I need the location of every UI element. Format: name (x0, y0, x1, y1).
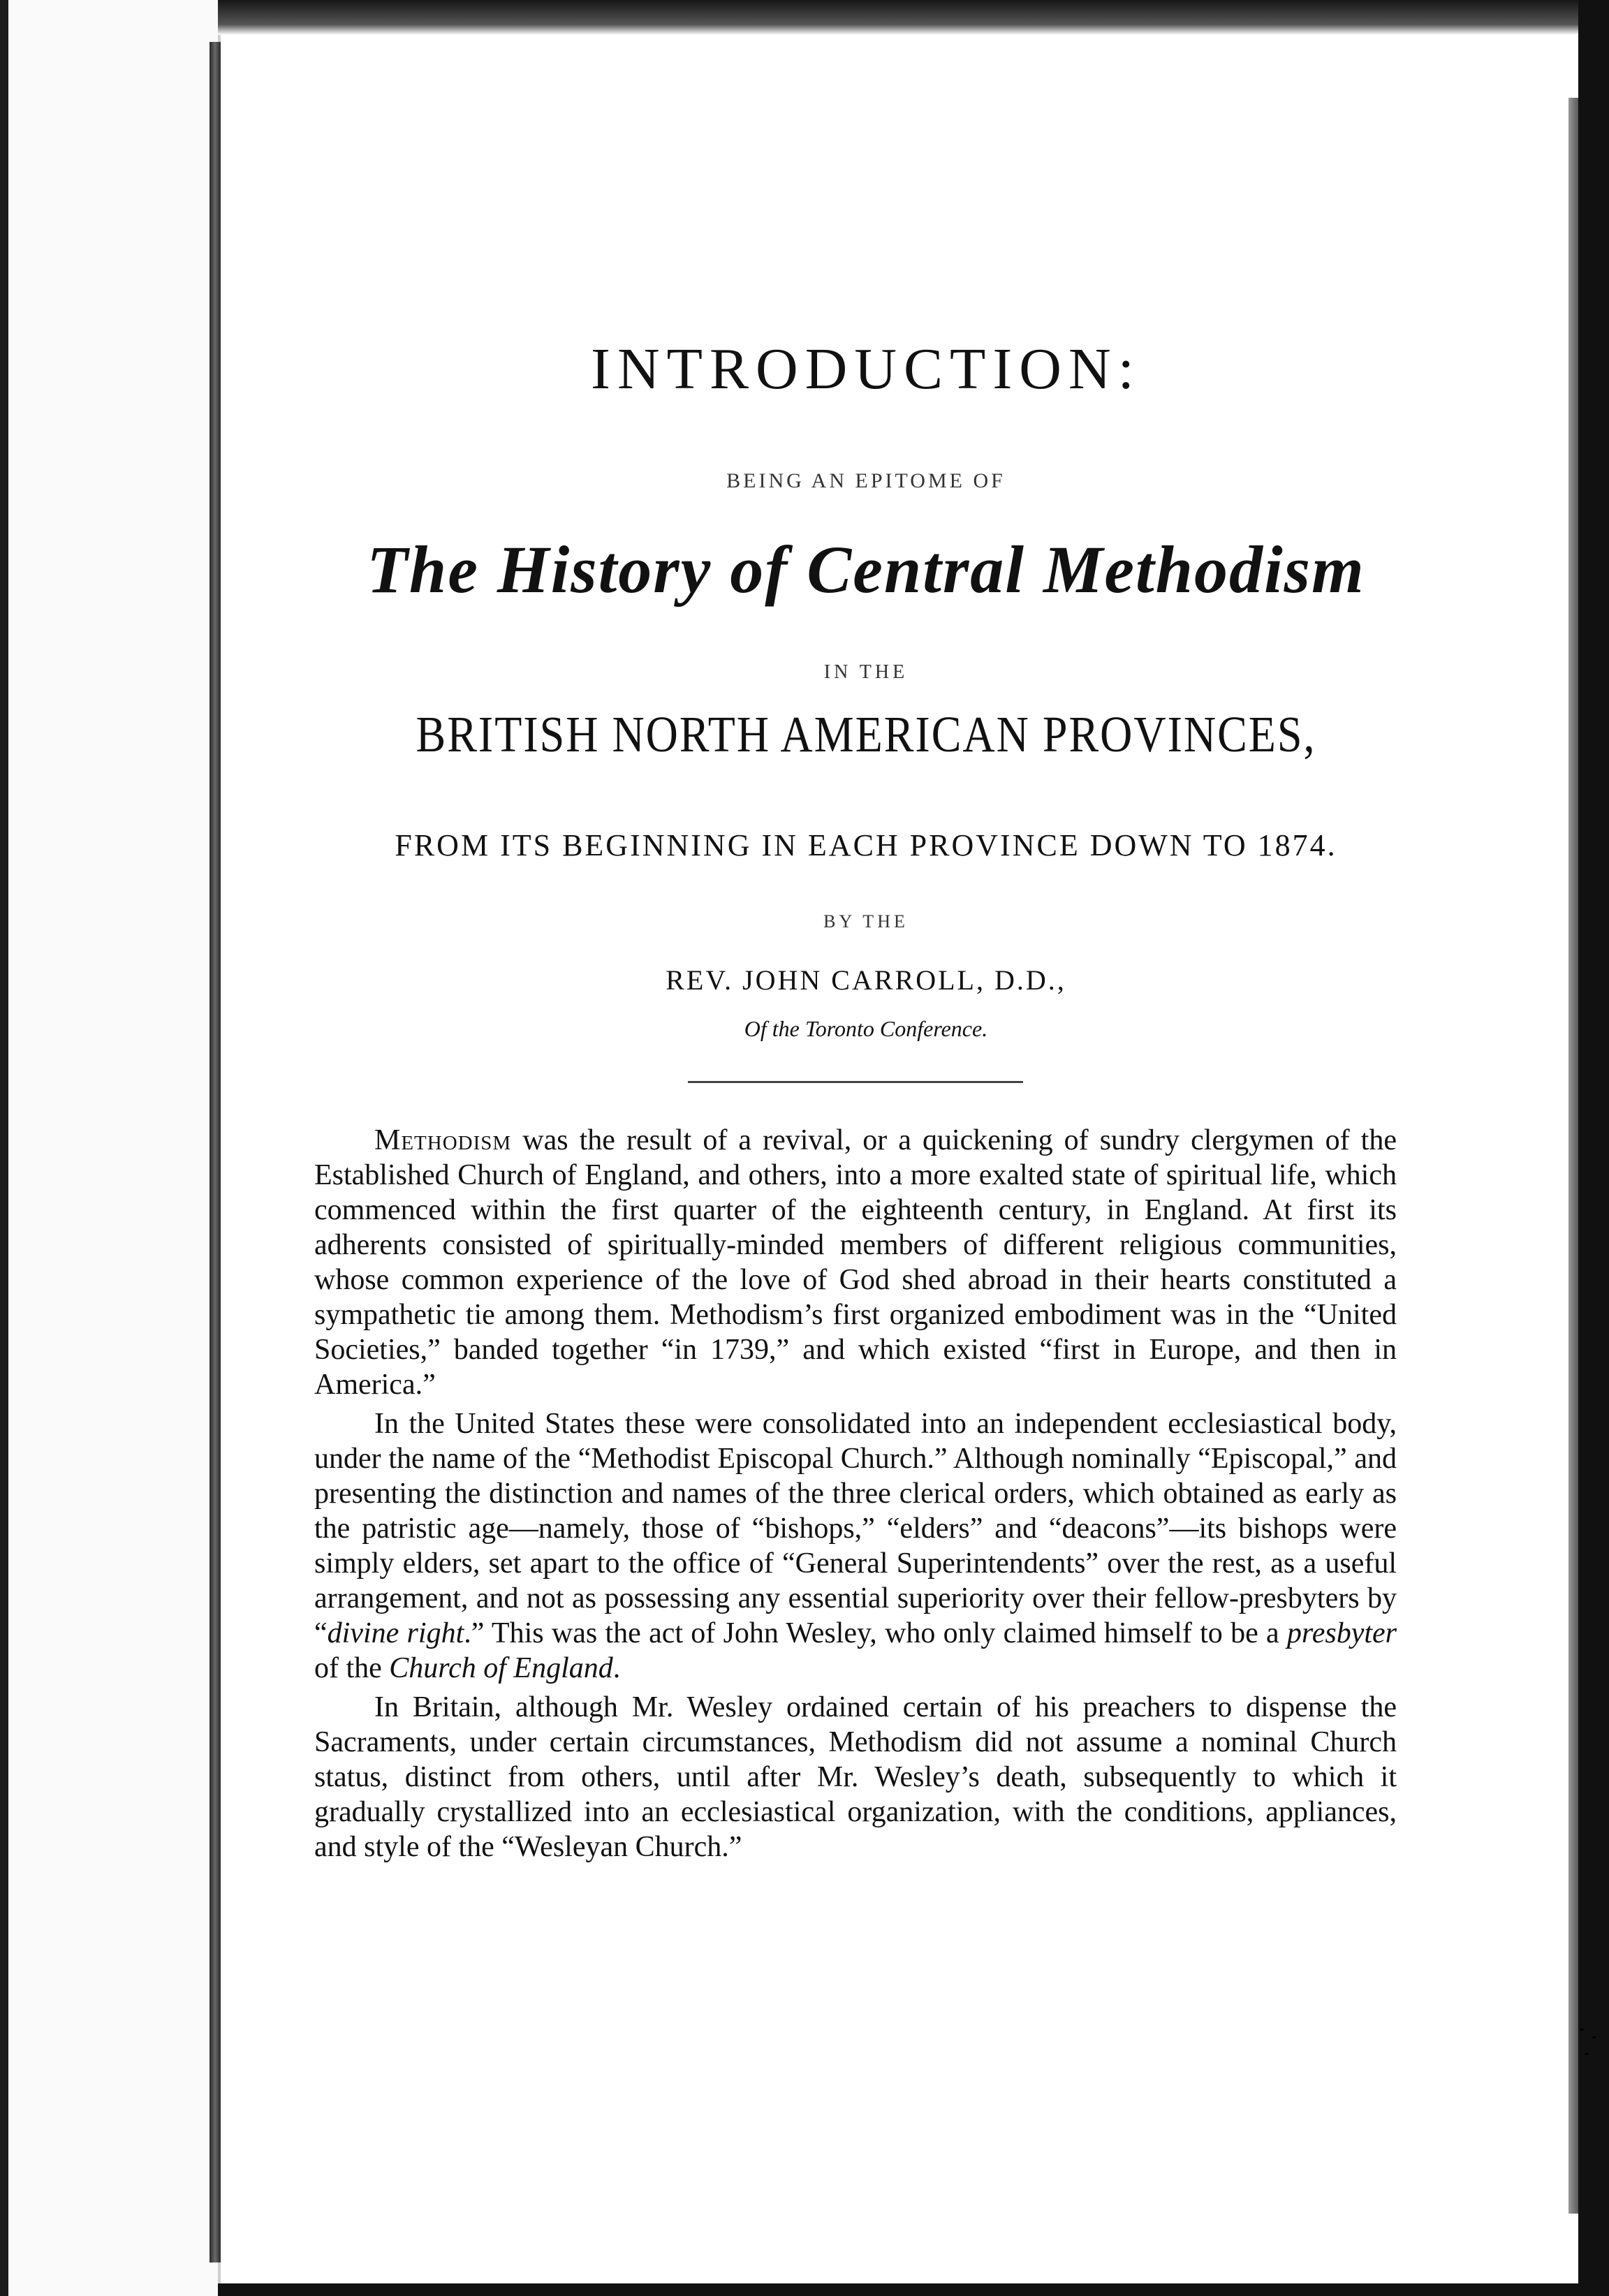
paragraph-2-text-a: In the United States these were consolidated into an independent ecclesiastical body, under the name of the “Methodist Episcopal Church.” Although nominally “Episcopal,” and presenting the distinction and names of the three clerical orders, which obtained as early as the patristic age—namely, those of “bishops,” “elders” and “deacons”—its bishops were simply elders, set apart to the office of “General Superintendents” over the rest, as a useful arrangement, and not as possessing any essential superiority over their fellow-presbyters by “ (314, 1408, 1397, 1649)
scan-speck (1592, 2036, 1596, 2038)
paragraph-2-text-d: . (612, 1652, 621, 1684)
main-title: The History of Central Methodism (367, 532, 1365, 607)
scan-right-edge (1578, 0, 1609, 2296)
paragraph-lead-word: Methodism (374, 1124, 512, 1156)
provinces-title: BRITISH NORTH AMERICAN PROVINCES, (416, 705, 1316, 763)
page-stack-edge (1568, 98, 1578, 2214)
scan-speck (1580, 2029, 1584, 2031)
scan-bottom-edge (218, 2283, 1580, 2296)
paragraph-2-text-b: .” This was the act of John Wesley, who only claimed himself to be a (464, 1617, 1287, 1649)
subtitle-small: BEING AN EPITOME OF (726, 469, 1006, 492)
scan-top-edge (218, 0, 1580, 35)
scan-left-edge (0, 0, 8, 2296)
section-divider (688, 1081, 1023, 1083)
italic-church-of-england: Church of England (389, 1652, 613, 1684)
paragraph-3: In Britain, although Mr. Wesley ordained certain of his preachers to dispense the Sacraments, under certain circumstances, Methodism did not assume a nominal Church status, distinct from others, until after Mr. Wesley’s death, subsequently to which it gradually crystallized into an ecclesiastical organization, with the conditions, appliances, and style of the “Wesleyan Church.” (314, 1691, 1397, 1863)
facing-page-margin (8, 0, 221, 2296)
paragraph-1 (314, 1123, 1397, 1402)
italic-presbyter: presbyter (1286, 1617, 1397, 1649)
italic-divine-right: divine right (327, 1617, 464, 1649)
body-text (314, 1123, 1397, 1869)
connector-text: IN THE (823, 661, 909, 683)
page-title: INTRODUCTION: (591, 337, 1141, 402)
paragraph-2-text-c: of the (314, 1652, 390, 1684)
paragraph-1-text: was the result of a revival, or a quickening of sundry clergymen of the Established Church of England, and others, into a more exalted state of spiritual life, which commenced within the first quarter of the eighteenth century, in England. At first its adherents consisted of spiritually-minded members of different religious communities, whose common experience of the love of God shed abroad in their hearts constituted a sympathetic tie among them. Methodism’s first organized embodiment was in the “United Societies,” banded together “in 1739,” and which existed “first in Europe, and then in America.” (314, 1124, 1397, 1401)
scan-speck (1585, 2053, 1588, 2055)
author-name: REV. JOHN CARROLL, D.D., (666, 964, 1066, 996)
paragraph-2 (314, 1406, 1397, 1686)
book-spine (210, 42, 221, 2262)
author-affiliation: Of the Toronto Conference. (744, 1016, 988, 1041)
date-range-line: FROM ITS BEGINNING IN EACH PROVINCE DOWN TO 1874. (395, 828, 1337, 862)
book-page (230, 42, 1557, 2276)
by-line-label: BY THE (823, 911, 909, 932)
